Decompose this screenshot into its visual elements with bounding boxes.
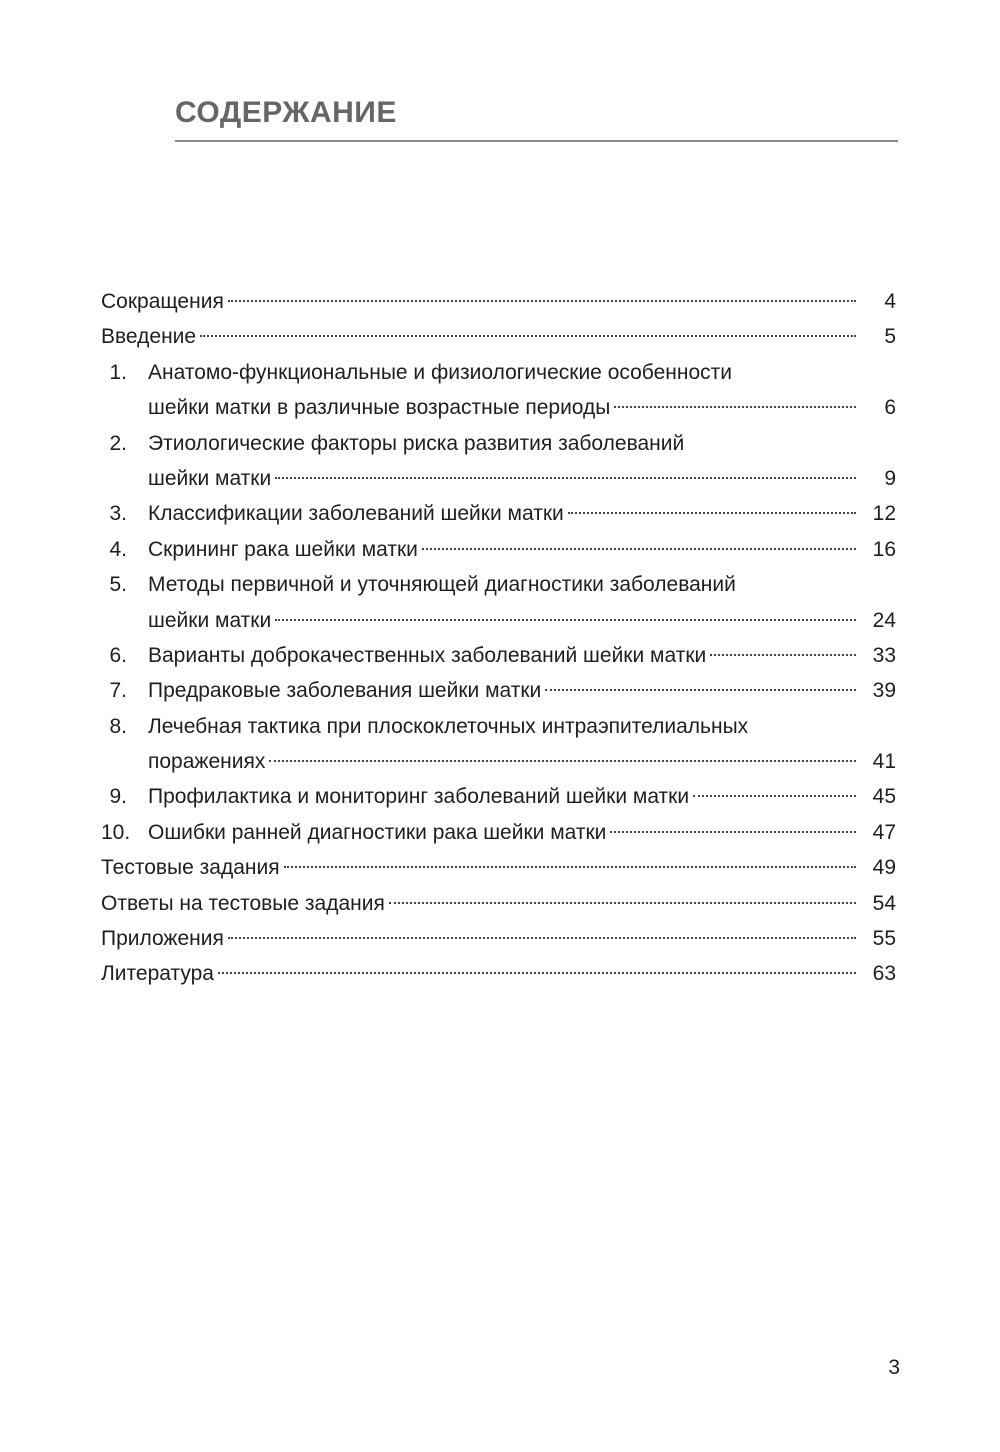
toc-entry-line (101, 284, 896, 319)
toc-entry-number: 3. (109, 502, 127, 526)
toc-entry-number: 1. (109, 360, 127, 384)
toc-entry-line (148, 815, 896, 850)
toc-entry-number: 2. (109, 431, 127, 455)
dot-leader (545, 689, 856, 691)
toc-entry[interactable] (101, 355, 896, 426)
toc-entry[interactable] (101, 850, 896, 885)
toc-entry-line (101, 956, 896, 991)
toc-entry-body (148, 426, 896, 497)
toc-entry-page: 24 (872, 608, 896, 632)
toc-entry-body (101, 956, 896, 991)
dot-leader (275, 477, 856, 479)
toc-entry[interactable] (101, 426, 896, 497)
toc-entry-title-line: Приложения (101, 927, 224, 951)
dot-leader (389, 902, 856, 904)
toc-entry-title-line: Предраковые заболевания шейки матки (148, 679, 542, 703)
dot-leader (568, 512, 856, 514)
toc-entry-body (101, 284, 896, 319)
dot-leader (614, 406, 856, 408)
dot-leader (284, 866, 856, 868)
dot-leader (710, 654, 856, 656)
toc-entry[interactable] (101, 709, 896, 780)
toc-entry-title-line: Ответы на тестовые задания (101, 891, 385, 915)
toc-entry-title-line: Методы первичной и уточняющей диагностики заболеваний (148, 573, 736, 597)
toc-entry-body (101, 319, 896, 354)
table-of-contents (101, 284, 896, 992)
toc-entry-number: 5. (109, 573, 127, 597)
dot-leader (269, 760, 856, 762)
toc-entry[interactable] (101, 319, 896, 354)
toc-entry-page: 6 (884, 396, 896, 420)
toc-entry[interactable] (101, 956, 896, 991)
toc-entry-page: 45 (872, 785, 896, 809)
toc-entry-page: 4 (884, 290, 896, 313)
toc-entry-title-line: Этиологические факторы риска развития заболеваний (148, 431, 685, 455)
dot-leader (275, 619, 856, 621)
toc-entry-body (101, 921, 896, 956)
toc-entry-line (148, 638, 896, 673)
dot-leader (693, 795, 856, 797)
toc-entry-line (148, 390, 896, 425)
toc-entry-title-line: Ошибки ранней диагностики рака шейки матки (148, 820, 607, 844)
toc-entry-body (148, 709, 896, 780)
toc-entry-title-line: Скрининг рака шейки матки (148, 537, 418, 561)
toc-entry-body (101, 850, 896, 885)
toc-entry-page: 39 (872, 679, 896, 703)
dot-leader (610, 831, 856, 833)
toc-entry-body (148, 779, 896, 814)
toc-entry-line (148, 603, 896, 638)
toc-entry-page: 5 (884, 325, 896, 349)
toc-entry-body (148, 532, 896, 567)
toc-entry-title-line: Введение (101, 325, 197, 349)
toc-entry[interactable] (101, 673, 896, 708)
toc-entry-number: 10. (101, 820, 131, 844)
toc-entry-title-line: Варианты доброкачественных заболеваний шейки матки (148, 643, 707, 667)
toc-entry-line (148, 496, 896, 531)
toc-entry-body (148, 638, 896, 673)
toc-entry-body (148, 815, 896, 850)
toc-entry-page: 41 (872, 750, 896, 774)
toc-entry-title-line: Профилактика и мониторинг заболеваний шейки матки (148, 785, 690, 809)
toc-entry-line (101, 319, 896, 354)
toc-entry-title-line: шейки матки (148, 466, 272, 490)
toc-entry-body (148, 496, 896, 531)
toc-entry-line (101, 850, 896, 885)
toc-entry-title-line: шейки матки (148, 608, 272, 632)
toc-entry-body (148, 673, 896, 708)
toc-entry[interactable] (101, 886, 896, 921)
toc-entry-title-line: Анатомо-функциональные и физиологические особенности (148, 360, 732, 384)
toc-entry-line (101, 921, 896, 956)
toc-entry-page: 55 (872, 927, 896, 951)
toc-entry-line (148, 532, 896, 567)
toc-entry-number: 4. (109, 537, 127, 561)
toc-entry-page: 54 (872, 891, 896, 915)
toc-entry-page: 33 (872, 643, 896, 667)
toc-entry[interactable] (101, 779, 896, 814)
toc-entry-body (148, 355, 896, 426)
toc-entry-page: 12 (872, 502, 896, 526)
toc-entry[interactable] (101, 567, 896, 638)
toc-entry-page: 16 (872, 537, 896, 561)
toc-entry[interactable] (101, 284, 896, 319)
toc-entry-line (148, 779, 896, 814)
toc-entry-title-line: Лечебная тактика при плоскоклеточных интраэпителиальных (148, 714, 749, 738)
toc-entry-line (148, 461, 896, 496)
toc-entry-body (148, 567, 896, 638)
toc-entry-page: 47 (872, 820, 896, 844)
toc-entry-page: 9 (884, 466, 896, 490)
page-title: СОДЕРЖАНИЕ (175, 96, 397, 129)
toc-entry-number: 7. (109, 679, 127, 703)
toc-entry-line (148, 673, 896, 708)
toc-entry-number: 8. (109, 714, 127, 738)
toc-entry-number: 9. (109, 785, 127, 809)
toc-entry-body (101, 886, 896, 921)
title-divider (175, 140, 898, 142)
toc-entry-title-line: шейки матки в различные возрастные периоды (148, 396, 611, 420)
toc-entry[interactable] (101, 496, 896, 531)
dot-leader (200, 335, 856, 337)
dot-leader (422, 548, 856, 550)
toc-entry[interactable] (101, 815, 896, 850)
toc-entry[interactable] (101, 532, 896, 567)
toc-entry-title-line: Сокращения (101, 290, 224, 313)
toc-entry-title-line: Тестовые задания (101, 856, 280, 880)
page-number: 3 (888, 1356, 900, 1379)
toc-entry-line (148, 744, 896, 779)
toc-entry-page: 63 (872, 962, 896, 986)
toc-entry[interactable] (101, 921, 896, 956)
dot-leader (228, 300, 856, 302)
dot-leader (218, 972, 856, 974)
toc-entry-title-line: Литература (101, 962, 214, 986)
toc-entry-number: 6. (109, 643, 127, 667)
dot-leader (228, 937, 856, 939)
toc-entry-line (101, 886, 896, 921)
toc-entry-title-line: поражениях (148, 750, 266, 774)
toc-entry[interactable] (101, 638, 896, 673)
toc-entry-title-line: Классификации заболеваний шейки матки (148, 502, 564, 526)
toc-entry-page: 49 (872, 856, 896, 880)
